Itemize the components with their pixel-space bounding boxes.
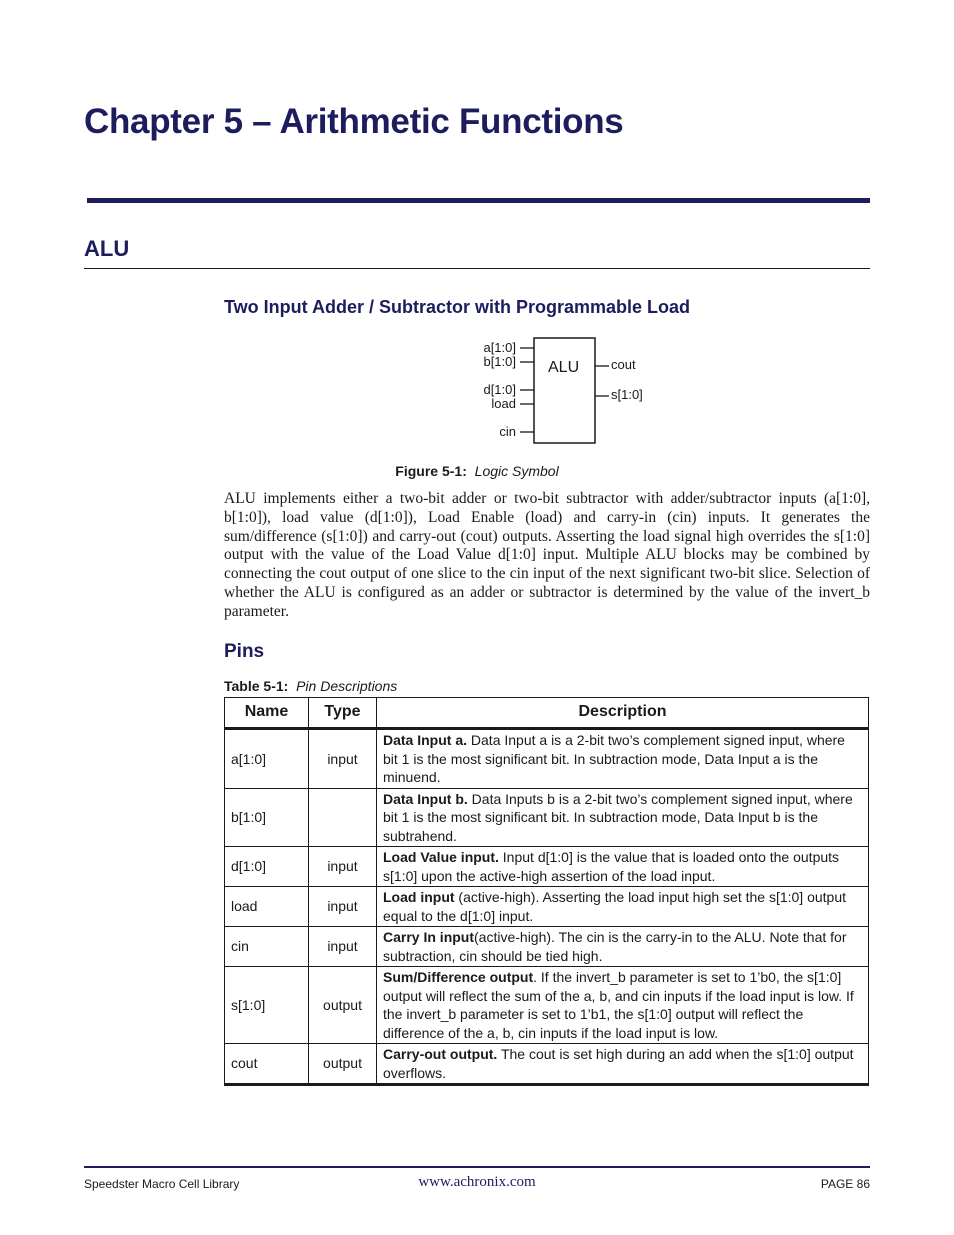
pin-label-a: a[1:0] <box>483 340 516 355</box>
pin-type: input <box>309 847 377 887</box>
pin-type: input <box>309 927 377 967</box>
pin-name: b[1:0] <box>225 788 309 847</box>
table-number: Table 5-1: <box>224 678 289 694</box>
table-row <box>225 927 869 967</box>
header-description: Description <box>377 698 869 729</box>
table-header-row <box>225 698 869 729</box>
pin-name: cin <box>225 927 309 967</box>
pins-title: Pins <box>224 641 265 662</box>
table-row <box>225 967 869 1044</box>
table-row <box>225 1044 869 1085</box>
pin-description-bold: Data Input b. <box>383 790 468 807</box>
pin-description-bold: Load input <box>383 889 455 905</box>
table-row <box>225 887 869 927</box>
pin-label-cin: cin <box>499 424 516 439</box>
header-type: Type <box>309 698 377 729</box>
figure-caption <box>0 463 954 479</box>
alu-logic-symbol <box>440 332 670 452</box>
pin-label-cout: cout <box>611 357 636 372</box>
pin-description-bold: Carry-out output. <box>383 1046 498 1062</box>
section-title: ALU <box>84 236 130 261</box>
pin-label-load: load <box>491 396 516 411</box>
pin-description-text: Input d[1:0] is the value that is loaded onto the outputs s[1:0] upon the active-high assertion of the load input. <box>383 849 840 884</box>
header-name: Name <box>225 698 309 729</box>
pin-description-text: . If the invert_b parameter is set to 1’b0, the s[1:0] output will reflect the sum of the a, b, and cin inputs if the load input is low. If the invert_b parameter is set to 1’b1, the s[1:0] output will reflect the difference of the a, b, cin inputs if the load input is low. <box>383 969 854 1041</box>
pin-description <box>377 1044 869 1085</box>
pin-name: cout <box>225 1044 309 1085</box>
section-rule <box>84 268 870 269</box>
pin-type: input <box>309 887 377 927</box>
pin-description-bold: Data Input a. <box>383 732 468 748</box>
table-caption-text: Pin Descriptions <box>296 678 398 694</box>
pin-descriptions-table <box>224 697 869 1086</box>
table-row <box>225 847 869 887</box>
pin-type: output <box>309 967 377 1044</box>
table-row <box>225 729 869 789</box>
pin-description-text: Data Input a is a 2-bit two’s complement signed input, where bit 1 is the most significant bit. In subtraction mode, Data Input a is the minuend. <box>383 732 845 785</box>
chapter-rule <box>87 198 870 203</box>
pin-description-text: (active-high). The cin is the carry-in to the ALU. Note that for subtraction, cin should be tied high. <box>383 929 847 964</box>
pin-description <box>377 729 869 789</box>
pin-type: input <box>309 729 377 789</box>
pin-description-text: (active-high). Asserting the load input high set the s[1:0] output equal to the d[1:0] input. <box>383 889 847 924</box>
pin-name: a[1:0] <box>225 729 309 789</box>
pin-description-bold: Load Value input. <box>383 849 499 865</box>
pin-name: s[1:0] <box>225 967 309 1044</box>
subsection-title: Two Input Adder / Subtractor with Programmable Load <box>224 297 691 317</box>
footer-rule <box>84 1166 870 1168</box>
pin-description <box>377 967 869 1044</box>
pin-description <box>377 927 869 967</box>
pin-label-b: b[1:0] <box>483 354 516 369</box>
body-paragraph: ALU implements either a two-bit adder or two-bit subtractor with adder/subtractor inputs (a[1:0], b[1:0]), load value (d[1:0]), Load Enable (load) and carry-in (cin) inputs. It generates the sum/difference (s[1:0]) and carry-out (cout) outputs. Asserting the load signal high overrides the s[1:0] output with the value of the Load Value d[1:0] input. Multiple ALU blocks may be combined by connecting the cout output of one slice to the cin input of the next significant two-bit slice. Selection of whether the ALU is configured as an adder or subtractor is determined by the value of the invert_b parameter. <box>224 490 870 620</box>
pin-description <box>377 847 869 887</box>
pin-description-text: Data Inputs b is a 2-bit two’s complement signed input, where bit 1 is the most significant bit. In subtraction mode, Data Input b is the subtrahend. <box>383 790 853 844</box>
pin-description <box>377 887 869 927</box>
pin-description-bold: Sum/Difference output <box>383 969 534 985</box>
alu-block-label: ALU <box>548 359 580 376</box>
pin-description-text: The cout is set high during an add when the s[1:0] output overflows. <box>383 1046 854 1081</box>
pin-type <box>309 788 377 847</box>
table-caption <box>224 678 397 694</box>
pin-name: load <box>225 887 309 927</box>
footer-website-link[interactable]: www.achronix.com <box>418 1174 536 1190</box>
alu-block <box>534 338 595 443</box>
footer-page-number: PAGE 86 <box>820 1177 870 1191</box>
pin-name: d[1:0] <box>225 847 309 887</box>
pin-description <box>377 788 869 847</box>
figure-number: Figure 5-1: <box>395 463 467 479</box>
figure-caption-text: Logic Symbol <box>474 463 559 479</box>
chapter-title: Chapter 5 – Arithmetic Functions <box>84 102 624 141</box>
footer-library-name: Speedster Macro Cell Library <box>84 1177 240 1191</box>
table-row <box>225 788 869 847</box>
pin-type: output <box>309 1044 377 1085</box>
pin-label-d: d[1:0] <box>483 382 516 397</box>
pin-label-s: s[1:0] <box>611 387 643 402</box>
pin-description-bold: Carry In input <box>383 929 475 945</box>
